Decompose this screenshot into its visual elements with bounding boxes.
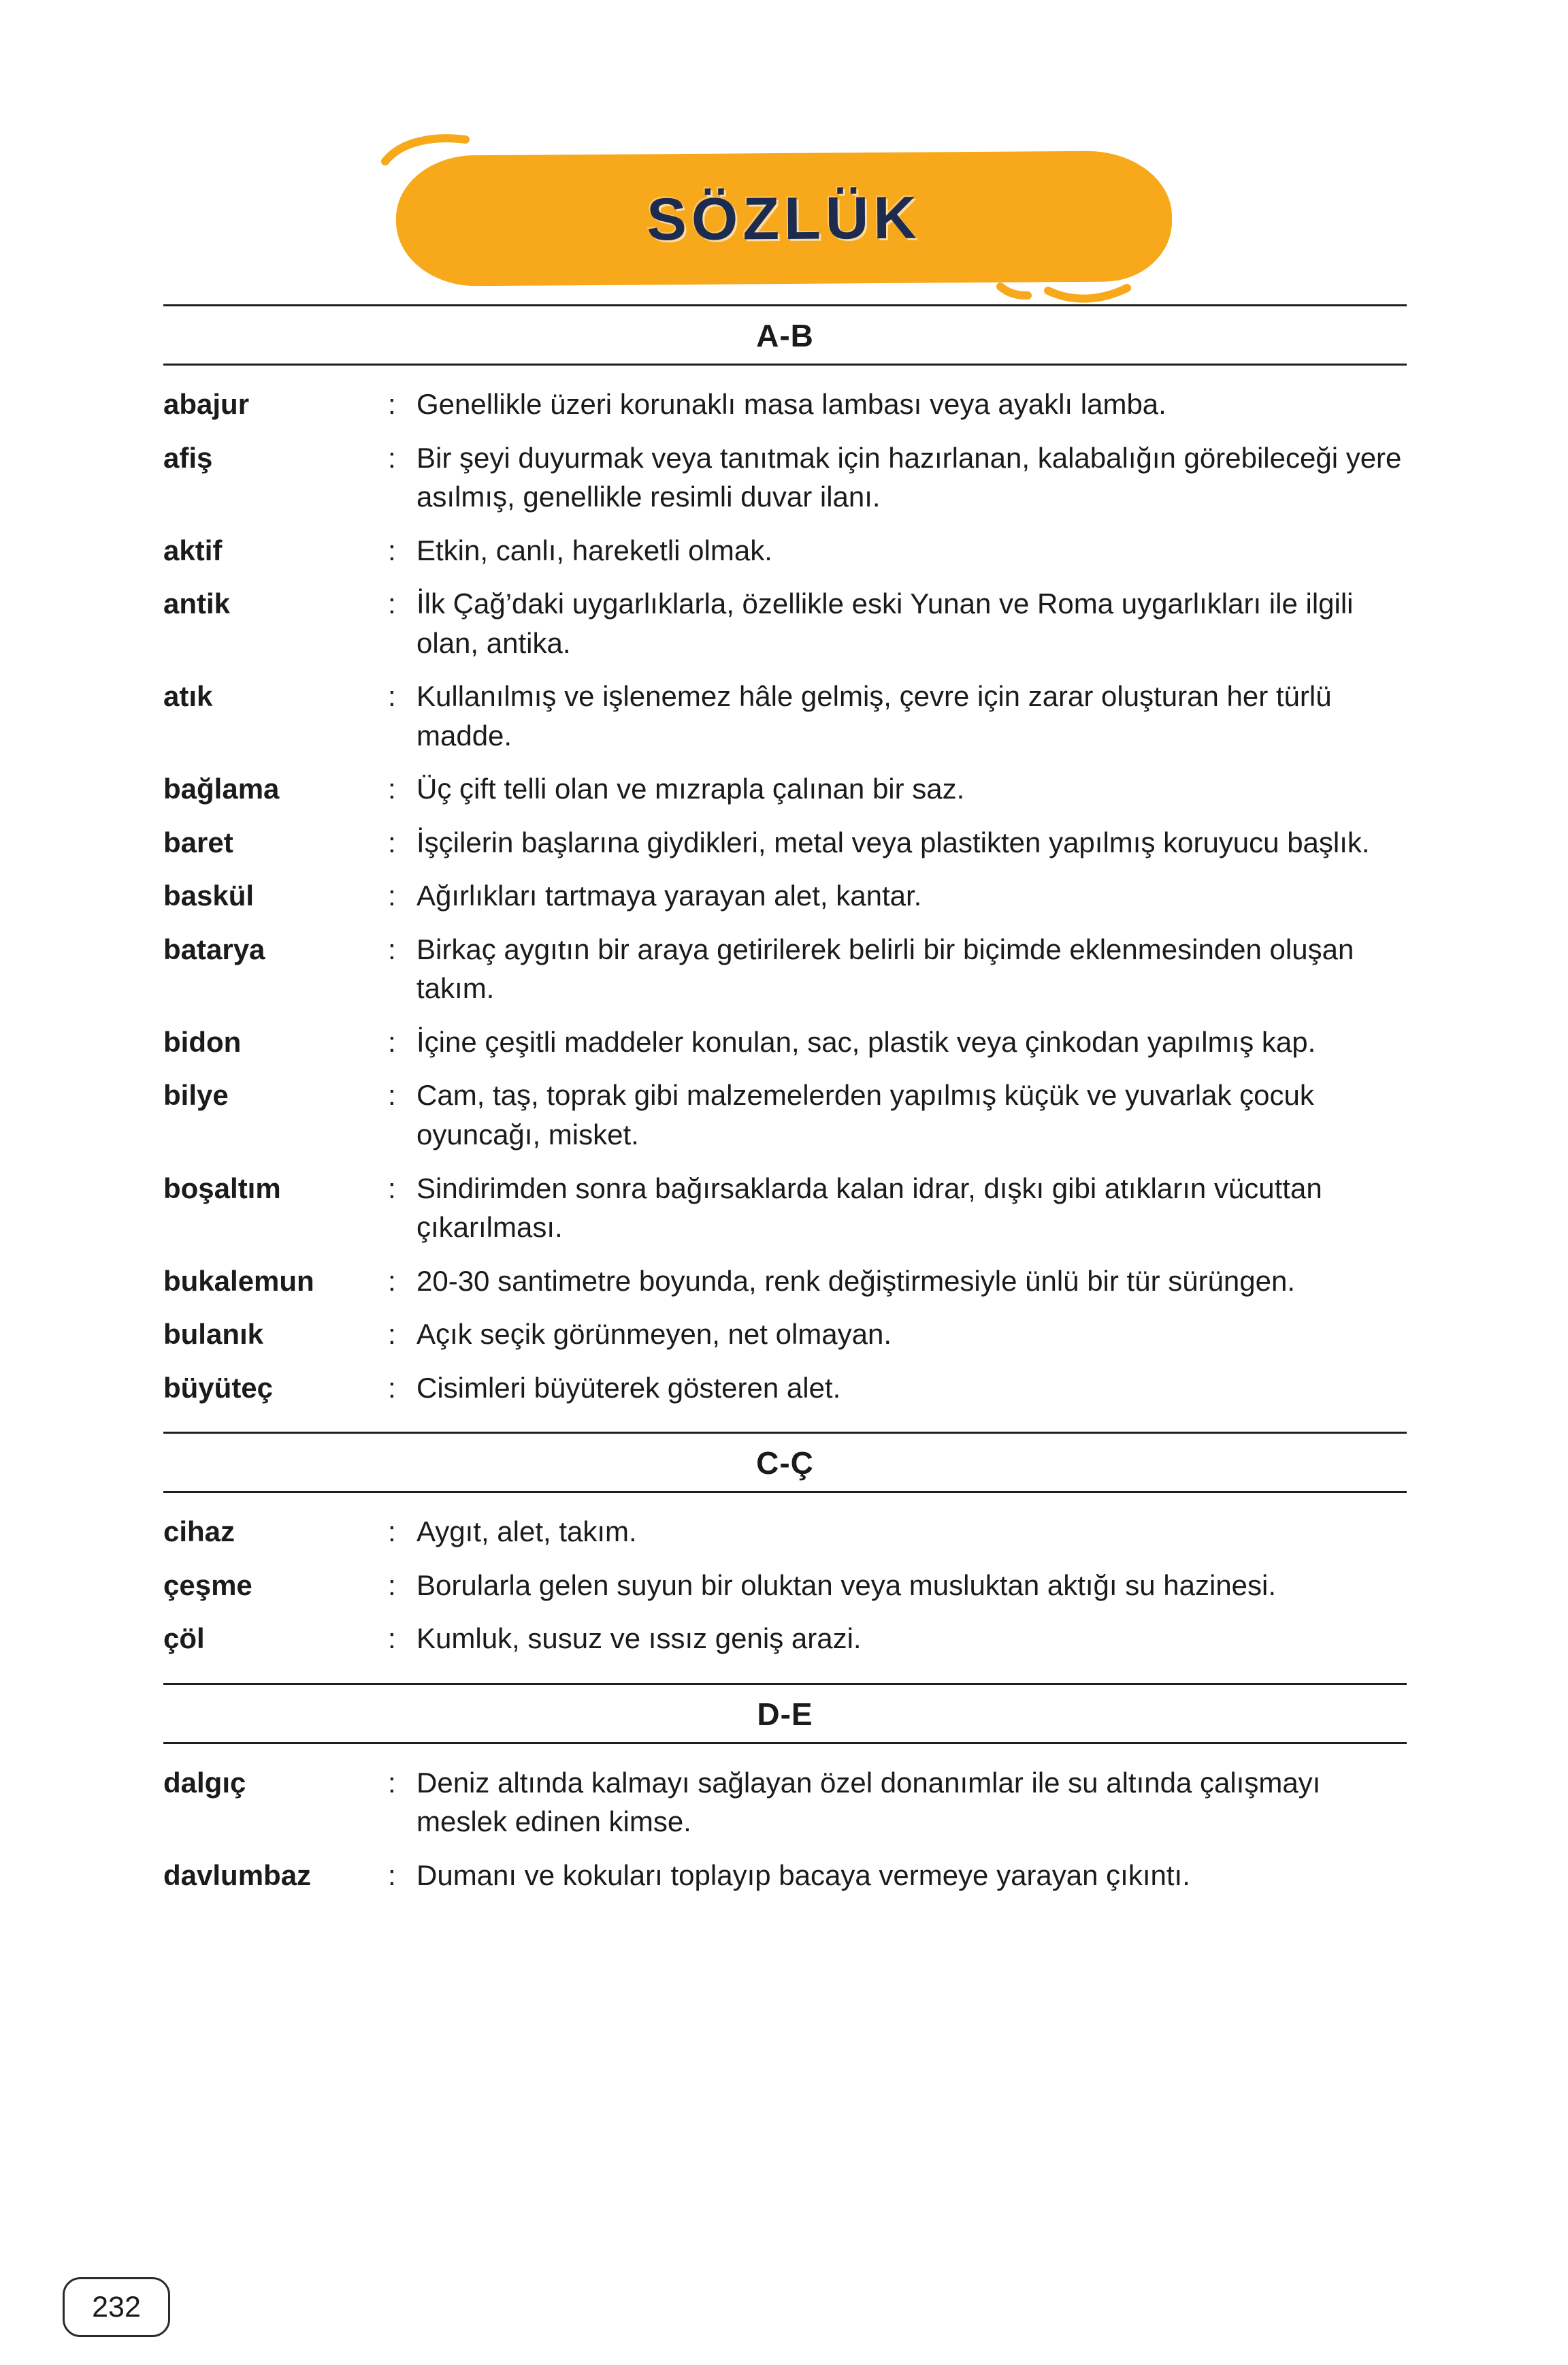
entry-term: baskül: [163, 880, 255, 912]
entry-term: boşaltım: [163, 1172, 281, 1204]
entry-term: bağlama: [163, 773, 280, 805]
section-top-rule: [163, 1683, 1407, 1685]
entry-term: çöl: [163, 1622, 205, 1655]
page-title: SÖZLÜK: [646, 183, 922, 253]
glossary-entry: [163, 1566, 1407, 1605]
entry-colon: :: [388, 1622, 396, 1655]
entry-definition: Aygıt, alet, takım.: [416, 1515, 637, 1548]
entry-definition: Deniz altında kalmayı sağlayan özel donanımlar ile su altında çalışmayı meslek edinen kimse.: [416, 1766, 1321, 1838]
entry-term: antik: [163, 588, 231, 620]
entry-list: [163, 1512, 1407, 1658]
entry-definition: Bir şeyi duyurmak veya tanıtmak için hazırlanan, kalabalığın görebileceği yere asılmış, genellikle resimli duvar ilanı.: [416, 441, 1402, 513]
glossary-entry: [163, 1261, 1407, 1301]
entry-colon: :: [388, 1568, 396, 1601]
glossary-entry: [163, 584, 1407, 662]
entry-definition: Birkaç aygıtın bir araya getirilerek belirli bir biçimde eklenmesinden oluşan takım.: [416, 933, 1354, 1005]
entry-definition: İlk Çağ’daki uygarlıklarla, özellikle eski Yunan ve Roma uygarlıkları ile ilgili olan, antika.: [416, 588, 1354, 659]
glossary-entry: [163, 1023, 1407, 1062]
glossary-entry: [163, 1076, 1407, 1154]
entry-term: atık: [163, 680, 213, 713]
section-heading: C-Ç: [756, 1445, 814, 1481]
entry-list: [163, 385, 1407, 1407]
entry-colon: :: [388, 826, 396, 858]
entry-definition: Borularla gelen suyun bir oluktan veya musluktan aktığı su hazinesi.: [416, 1568, 1277, 1601]
entry-colon: :: [388, 441, 396, 474]
swoosh-bottom-decoration: [995, 277, 1131, 307]
glossary-entry: [163, 1368, 1407, 1408]
glossary-entry: [163, 1169, 1407, 1247]
glossary-entry: [163, 1763, 1407, 1841]
entry-colon: :: [388, 1371, 396, 1404]
section-heading-rule: [163, 1491, 1407, 1493]
section-top-rule: [163, 304, 1407, 306]
entry-term: dalgıç: [163, 1766, 246, 1799]
glossary-entry: [163, 930, 1407, 1008]
entry-term: afiş: [163, 441, 213, 474]
glossary-section: [163, 1432, 1407, 1658]
entry-colon: :: [388, 1766, 396, 1799]
entry-term: büyüteç: [163, 1371, 274, 1404]
entry-term: davlumbaz: [163, 1859, 312, 1891]
entry-definition: Üç çift telli olan ve mızrapla çalınan bir saz.: [416, 773, 965, 805]
entry-definition: 20-30 santimetre boyunda, renk değiştirmesiyle ünlü bir tür sürüngen.: [416, 1264, 1296, 1297]
entry-colon: :: [388, 1172, 396, 1204]
entry-definition: Etkin, canlı, hareketli olmak.: [416, 534, 772, 566]
section-top-rule: [163, 1432, 1407, 1434]
entry-colon: :: [388, 880, 396, 912]
entry-definition: İşçilerin başlarına giydikleri, metal veya plastikten yapılmış koruyucu başlık.: [416, 826, 1370, 858]
glossary-entry: [163, 1315, 1407, 1354]
entry-colon: :: [388, 680, 396, 713]
glossary-entry: [163, 531, 1407, 570]
entry-colon: :: [388, 588, 396, 620]
entry-term: bukalemun: [163, 1264, 314, 1297]
entry-colon: :: [388, 1318, 396, 1351]
section-heading-rule: [163, 1742, 1407, 1744]
entry-term: abajur: [163, 388, 250, 420]
glossary-entry: [163, 876, 1407, 916]
entry-colon: :: [388, 534, 396, 566]
entry-colon: :: [388, 933, 396, 965]
entry-definition: Kullanılmış ve işlenemez hâle gelmiş, çevre için zarar oluşturan her türlü madde.: [416, 680, 1332, 752]
entry-term: bidon: [163, 1025, 242, 1058]
title-banner: [396, 153, 1172, 284]
entry-term: batarya: [163, 933, 265, 965]
entry-colon: :: [388, 1025, 396, 1058]
page-number-tab: [63, 2277, 170, 2337]
glossary-entry: [163, 1619, 1407, 1658]
entry-colon: :: [388, 1515, 396, 1548]
section-heading-rule: [163, 364, 1407, 366]
glossary-section: [163, 1683, 1407, 1895]
glossary-section: [163, 304, 1407, 1407]
entry-colon: :: [388, 773, 396, 805]
glossary-page: [0, 153, 1568, 2323]
entry-definition: Açık seçik görünmeyen, net olmayan.: [416, 1318, 892, 1351]
entry-term: bulanık: [163, 1318, 264, 1351]
entry-term: cihaz: [163, 1515, 235, 1548]
section-heading: A-B: [756, 318, 814, 353]
entry-definition: Genellikle üzeri korunaklı masa lambası veya ayaklı lamba.: [416, 388, 1166, 420]
entry-colon: :: [388, 1264, 396, 1297]
glossary-entry: [163, 1856, 1407, 1895]
glossary-entry: [163, 677, 1407, 755]
page-number: 232: [92, 2290, 141, 2323]
section-heading: D-E: [757, 1696, 813, 1732]
entry-definition: Kumluk, susuz ve ıssız geniş arazi.: [416, 1622, 862, 1655]
entry-definition: Sindirimden sonra bağırsaklarda kalan idrar, dışkı gibi atıkların vücuttan çıkarılması.: [416, 1172, 1322, 1244]
entry-definition: Cam, taş, toprak gibi malzemelerden yapılmış küçük ve yuvarlak çocuk oyuncağı, misket.: [416, 1079, 1314, 1151]
entry-definition: Dumanı ve kokuları toplayıp bacaya vermeye yarayan çıkıntı.: [416, 1859, 1190, 1891]
entry-colon: :: [388, 388, 396, 420]
entry-definition: Cisimleri büyüterek gösteren alet.: [416, 1371, 841, 1404]
glossary-entry: [163, 438, 1407, 517]
entry-term: aktif: [163, 534, 223, 566]
entry-term: çeşme: [163, 1568, 252, 1601]
glossary-entry: [163, 769, 1407, 809]
glossary-entry: [163, 385, 1407, 424]
entry-colon: :: [388, 1079, 396, 1112]
entry-definition: İçine çeşitli maddeler konulan, sac, plastik veya çinkodan yapılmış kap.: [416, 1025, 1316, 1058]
entry-term: bilye: [163, 1079, 229, 1112]
entry-definition: Ağırlıkları tartmaya yarayan alet, kantar.: [416, 880, 922, 912]
glossary-entry: [163, 1512, 1407, 1551]
glossary-sections: [163, 304, 1407, 1895]
glossary-entry: [163, 823, 1407, 863]
entry-term: baret: [163, 826, 233, 858]
title-banner-shape: [395, 150, 1172, 287]
entry-colon: :: [388, 1859, 396, 1891]
entry-list: [163, 1763, 1407, 1895]
